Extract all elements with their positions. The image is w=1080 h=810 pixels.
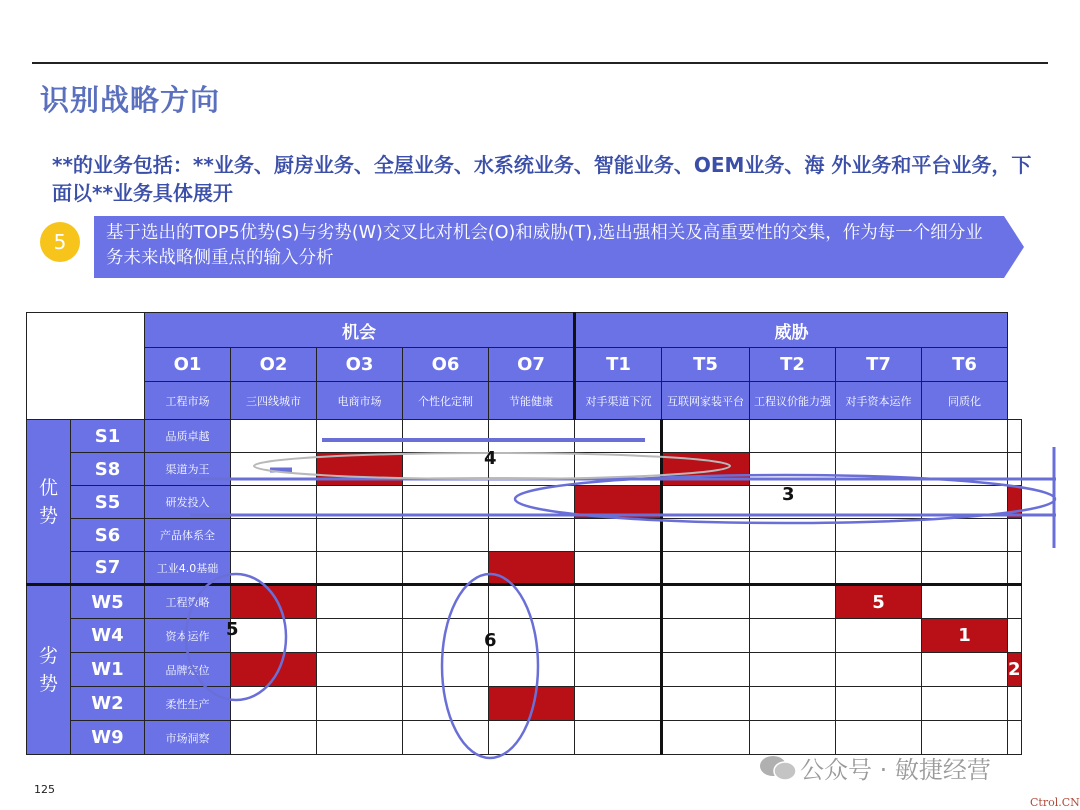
row-code-w2: W2 xyxy=(71,687,145,721)
cell-s1-o2 xyxy=(317,420,403,453)
row-code-w9: W9 xyxy=(71,721,145,755)
cell-s8-t7 xyxy=(922,453,1008,486)
cell-w4-t6 xyxy=(1008,619,1022,653)
cell-s6-t2 xyxy=(836,519,922,552)
cell-w9-o1 xyxy=(231,721,317,755)
row-code-s5: S5 xyxy=(71,486,145,519)
cell-w1-t6 xyxy=(1008,653,1022,687)
cell-s1-o6 xyxy=(489,420,575,453)
cell-s1-o7 xyxy=(575,420,662,453)
cell-w1-o2 xyxy=(317,653,403,687)
column-label-o2: 三四线城市 xyxy=(231,382,317,420)
cell-s6-t5 xyxy=(750,519,836,552)
row-code-w5: W5 xyxy=(71,585,145,619)
step-banner-text: 基于选出的TOP5优势(S)与劣势(W)交叉比对机会(O)和威胁(T),选出强相关及高重要性的交集，作为每一个细分业务未来战略侧重点的输入分析 xyxy=(106,223,983,268)
header-row-group xyxy=(27,313,1022,348)
column-label-o1: 工程市场 xyxy=(145,382,231,420)
opportunity-header: 机会 xyxy=(145,313,575,348)
column-code-t2: T2 xyxy=(750,348,836,382)
step-banner xyxy=(94,216,1024,278)
cell-s5-o7 xyxy=(575,486,662,519)
cell-s6-t6 xyxy=(1008,519,1022,552)
weakness-side-label xyxy=(27,585,71,755)
cell-s5-o2 xyxy=(317,486,403,519)
cell-w5-o6 xyxy=(489,585,575,619)
weakness-side-label-text: 劣 势 xyxy=(38,645,58,695)
step-number-badge: 5 xyxy=(40,222,80,262)
cell-w1-t7 xyxy=(922,653,1008,687)
matrix-row-s7 xyxy=(27,552,1022,585)
row-label-s6: 产品体系全 xyxy=(145,519,231,552)
cell-s1-t5 xyxy=(750,420,836,453)
column-label-t5: 互联网家装平台 xyxy=(662,382,750,420)
cell-s6-o7 xyxy=(575,519,662,552)
page-title: 识别战略方向 xyxy=(40,83,221,117)
wechat-icon xyxy=(758,754,798,782)
cell-s1-o1 xyxy=(231,420,317,453)
cell-w5-t5 xyxy=(750,585,836,619)
cell-s6-t7 xyxy=(922,519,1008,552)
intro-text: **的业务包括：**业务、厨房业务、全屋业务、水系统业务、智能业务、OEM业务、海 外业务和平台业务，下面以**业务具体展开 xyxy=(52,153,1032,205)
row-code-s7: S7 xyxy=(71,552,145,585)
cell-s5-t1 xyxy=(662,486,750,519)
cell-w1-t2 xyxy=(836,653,922,687)
cell-s5-o3 xyxy=(403,486,489,519)
column-code-o7: O7 xyxy=(489,348,575,382)
annotation-label-4: 4 xyxy=(484,448,497,469)
row-label-s5: 研发投入 xyxy=(145,486,231,519)
column-label-o6: 个性化定制 xyxy=(403,382,489,420)
column-code-o1: O1 xyxy=(145,348,231,382)
swot-matrix xyxy=(26,312,1022,755)
column-code-t7: T7 xyxy=(836,348,922,382)
cell-w5-o7 xyxy=(575,585,662,619)
cell-s7-o6 xyxy=(489,552,575,585)
column-code-o3: O3 xyxy=(317,348,403,382)
row-label-s8: 渠道为王 xyxy=(145,453,231,486)
cell-s1-o3 xyxy=(403,420,489,453)
cell-s7-t1 xyxy=(662,552,750,585)
cell-w2-o7 xyxy=(575,687,662,721)
cell-s7-t5 xyxy=(750,552,836,585)
cell-w1-t1 xyxy=(662,653,750,687)
cell-w4-o1 xyxy=(231,619,317,653)
cell-s8-t6 xyxy=(1008,453,1022,486)
cell-priority-label: 5 xyxy=(872,591,885,613)
cell-w2-o2 xyxy=(317,687,403,721)
page-number: 125 xyxy=(34,783,55,796)
cell-w2-t5 xyxy=(750,687,836,721)
cell-w5-t7 xyxy=(922,585,1008,619)
matrix-row-s5 xyxy=(27,486,1022,519)
row-code-w1: W1 xyxy=(71,653,145,687)
cell-s5-t6 xyxy=(1008,486,1022,519)
cell-s5-o6 xyxy=(489,486,575,519)
annotation-label-3: 3 xyxy=(782,484,795,505)
cell-w5-o2 xyxy=(317,585,403,619)
cell-s8-t1 xyxy=(662,453,750,486)
row-code-s1: S1 xyxy=(71,420,145,453)
cell-w9-o3 xyxy=(403,721,489,755)
cell-s7-t7 xyxy=(922,552,1008,585)
matrix-row-s1 xyxy=(27,420,1022,453)
annotation-label-5: 5 xyxy=(226,619,239,640)
header-row-labels xyxy=(27,382,1022,420)
cell-w1-t5 xyxy=(750,653,836,687)
cell-w9-o6 xyxy=(489,721,575,755)
strength-side-label xyxy=(27,420,71,585)
cell-w4-o3 xyxy=(403,619,489,653)
column-code-t1: T1 xyxy=(575,348,662,382)
cell-s8-o3 xyxy=(403,453,489,486)
cell-s7-t6 xyxy=(1008,552,1022,585)
cell-s5-o1 xyxy=(231,486,317,519)
cell-w9-o2 xyxy=(317,721,403,755)
cell-priority-label: 1 xyxy=(958,625,971,646)
cell-w4-o6 xyxy=(489,619,575,653)
column-label-t6: 同质化 xyxy=(922,382,1008,420)
cell-w4-t5 xyxy=(750,619,836,653)
cell-w9-o7 xyxy=(575,721,662,755)
matrix-row-w4 xyxy=(27,619,1022,653)
column-code-o2: O2 xyxy=(231,348,317,382)
cell-s8-t5 xyxy=(750,453,836,486)
cell-s6-t1 xyxy=(662,519,750,552)
cell-s1-t6 xyxy=(1008,420,1022,453)
column-label-t1: 对手渠道下沉 xyxy=(575,382,662,420)
row-code-s8: S8 xyxy=(71,453,145,486)
matrix-row-s6 xyxy=(27,519,1022,552)
cell-s7-t2 xyxy=(836,552,922,585)
cell-s8-o7 xyxy=(575,453,662,486)
matrix-row-w5 xyxy=(27,585,1022,619)
cell-w5-t6 xyxy=(1008,585,1022,619)
row-label-w9: 市场洞察 xyxy=(145,721,231,755)
cell-w4-o7 xyxy=(575,619,662,653)
cell-w4-t1 xyxy=(662,619,750,653)
cell-w5-t1 xyxy=(662,585,750,619)
corner-cell xyxy=(27,313,145,420)
cell-s6-o1 xyxy=(231,519,317,552)
cell-w1-o1 xyxy=(231,653,317,687)
threat-header: 威胁 xyxy=(575,313,1008,348)
cell-s5-t2 xyxy=(836,486,922,519)
cell-s8-o1 xyxy=(231,453,317,486)
cell-s7-o7 xyxy=(575,552,662,585)
cell-w5-o3 xyxy=(403,585,489,619)
cell-s6-o3 xyxy=(403,519,489,552)
top-rule xyxy=(32,62,1048,64)
annotation-label-6: 6 xyxy=(484,630,497,651)
row-label-w2: 柔性生产 xyxy=(145,687,231,721)
row-code-w4: W4 xyxy=(71,619,145,653)
cell-w1-o3 xyxy=(403,653,489,687)
column-label-o7: 节能健康 xyxy=(489,382,575,420)
cell-w9-t6 xyxy=(1008,721,1022,755)
row-label-s7: 工业4.0基础 xyxy=(145,552,231,585)
cell-w2-t7 xyxy=(922,687,1008,721)
row-label-s1: 品质卓越 xyxy=(145,420,231,453)
matrix-row-w1 xyxy=(27,653,1022,687)
cell-s5-t7 xyxy=(922,486,1008,519)
column-label-t2: 工程议价能力强 xyxy=(750,382,836,420)
cell-w2-t1 xyxy=(662,687,750,721)
cell-w1-o6 xyxy=(489,653,575,687)
cell-s1-t7 xyxy=(922,420,1008,453)
column-label-o3: 电商市场 xyxy=(317,382,403,420)
row-code-s6: S6 xyxy=(71,519,145,552)
row-label-w1: 品牌定位 xyxy=(145,653,231,687)
cell-w5-t2 xyxy=(836,585,922,619)
cell-s7-o1 xyxy=(231,552,317,585)
cell-priority-label: 2 xyxy=(1008,659,1021,680)
column-code-t6: T6 xyxy=(922,348,1008,382)
cell-s7-o3 xyxy=(403,552,489,585)
cell-w1-o7 xyxy=(575,653,662,687)
column-code-o6: O6 xyxy=(403,348,489,382)
cell-s8-o2 xyxy=(317,453,403,486)
cell-w2-t2 xyxy=(836,687,922,721)
cell-s8-o6 xyxy=(489,453,575,486)
cell-s8-t2 xyxy=(836,453,922,486)
cell-w5-o1 xyxy=(231,585,317,619)
watermark-text: 公众号 · 敏捷经营 xyxy=(800,756,991,784)
header-row-codes xyxy=(27,348,1022,382)
cell-s1-t2 xyxy=(836,420,922,453)
strength-side-label-text: 优 势 xyxy=(38,476,58,527)
cell-s1-t1 xyxy=(662,420,750,453)
matrix-row-w2 xyxy=(27,687,1022,721)
column-code-t5: T5 xyxy=(662,348,750,382)
cell-w4-t2 xyxy=(836,619,922,653)
row-label-w5: 工程策略 xyxy=(145,585,231,619)
cell-w2-t6 xyxy=(1008,687,1022,721)
cell-s7-o2 xyxy=(317,552,403,585)
corner-mark: Ctrol.CN xyxy=(1030,796,1080,809)
cell-w2-o6 xyxy=(489,687,575,721)
cell-w2-o1 xyxy=(231,687,317,721)
cell-w4-o2 xyxy=(317,619,403,653)
cell-w2-o3 xyxy=(403,687,489,721)
cell-w4-t7 xyxy=(922,619,1008,653)
column-label-t7: 对手资本运作 xyxy=(836,382,922,420)
matrix-row-s8 xyxy=(27,453,1022,486)
row-label-w4: 资本运作 xyxy=(145,619,231,653)
cell-s6-o2 xyxy=(317,519,403,552)
cell-w9-t1 xyxy=(662,721,750,755)
cell-s6-o6 xyxy=(489,519,575,552)
